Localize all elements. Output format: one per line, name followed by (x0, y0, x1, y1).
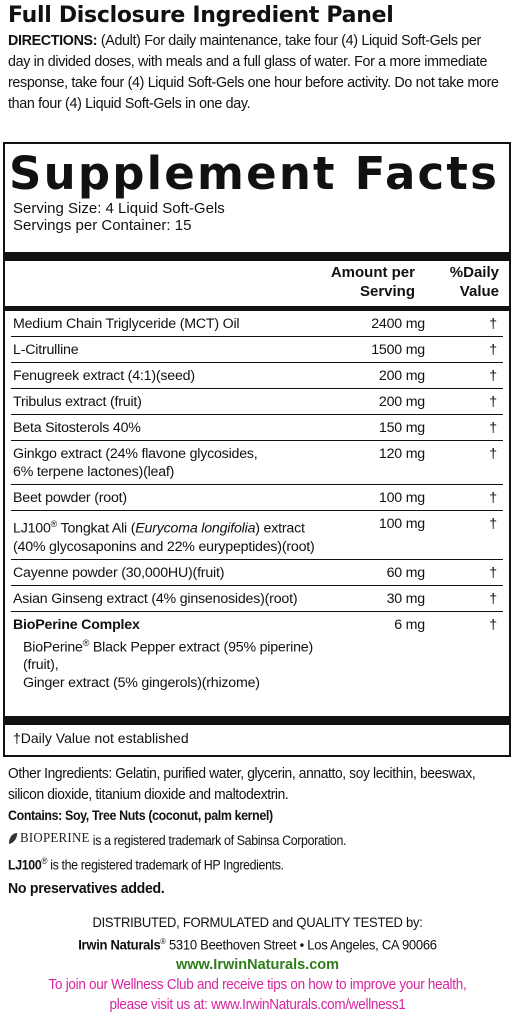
directions (8, 30, 506, 114)
distributed-by: DISTRIBUTED, FORMULATED and QUALITY TESTED by: (92, 914, 423, 930)
website-link[interactable]: www.IrwinNaturals.com (175, 956, 340, 973)
other-info: Other Ingredients: Gelatin, purified water, glycerin, annatto, soy lecithin, beeswax, silicon dioxide, titanium dioxide and maltodextrin. Contains: Soy, Tree Nuts (coconut, palm kernel) BIOPERINE is a registered trademark of Sabinsa Corporation. LJ100® is the registered trademark of HP Ingredients. No preservatives added. (8, 763, 508, 900)
daily-value-header: %Daily Value (449, 264, 499, 300)
supplement-facts-box (3, 142, 511, 757)
table-row: Asian Ginseng extract (4% ginsenosides)(root) 30 mg † (11, 586, 503, 612)
directions-label: DIRECTIONS: (8, 32, 98, 49)
table-row: Fenugreek extract (4:1)(seed) 200 mg † (11, 363, 503, 389)
other-ingredients: Other Ingredients: Gelatin, purified water, glycerin, annatto, soy lecithin, beeswax, silicon dioxide, titanium dioxide and maltodextrin. (8, 765, 476, 803)
directions-text: (Adult) For daily maintenance, take four (4) Liquid Soft-Gels per day in divided doses, with meals and a full glass of water. For a more immediate response, take four (4) Liquid Soft-Gels one hour before activity. Do not take more than four (4) Liquid Soft-Gels in one day. (8, 32, 499, 112)
wellness-promo-line1: To join our Wellness Club and receive tips on how to improve your health, (48, 976, 467, 993)
table-row: Tribulus extract (fruit) 200 mg † (11, 389, 503, 415)
bioperine-logo: BIOPERINE (8, 829, 90, 848)
allergen-contains: Contains: Soy, Tree Nuts (coconut, palm kernel) (8, 808, 273, 823)
amount-header: Amount per Serving (330, 264, 415, 300)
bioperine-trademark-note: is a registered trademark of Sabinsa Corporation. (92, 833, 347, 848)
pepper-leaf-icon (8, 832, 18, 845)
table-row: L-Citrulline 1500 mg † (11, 337, 503, 363)
column-header (5, 262, 509, 304)
no-preservatives: No preservatives added. (8, 879, 165, 897)
table-row: Medium Chain Triglyceride (MCT) Oil 2400 mg † (11, 311, 503, 337)
footer (0, 912, 515, 1015)
table-row: Beta Sitosterols 40% 150 mg † (11, 415, 503, 441)
lj100-trademark-note: is the registered trademark of HP Ingredients. (50, 857, 284, 873)
servings-per-container: Servings per Container: 15 (13, 217, 192, 234)
wellness-promo-line2[interactable]: please visit us at: www.IrwinNaturals.com/wellness1 (109, 996, 406, 1013)
daily-value-note: †Daily Value not established (13, 730, 189, 746)
ingredient-panel-header (8, 2, 508, 114)
table-row: BioPerine Complex BioPerine® Black Pepper extract (95% piperine)(fruit), Ginger extract (5% gingerols)(rhizome) 6 mg † (13, 616, 497, 692)
bottom-divider (5, 716, 509, 725)
ingredient-rows (5, 311, 509, 695)
table-row: Ginkgo extract (24% flavone glycosides, 6% terpene lactones)(leaf) 120 mg † (11, 441, 503, 485)
serving-size: Serving Size: 4 Liquid Soft-Gels (13, 200, 225, 217)
table-row: LJ100® Tongkat Ali (Eurycoma longifolia) extract (40% glycosaponins and 22% eurypeptides)(root) 100 mg † (11, 511, 503, 560)
table-row: Beet powder (root) 100 mg † (11, 485, 503, 511)
table-row: Cayenne powder (30,000HU)(fruit) 60 mg † (11, 560, 503, 586)
thick-divider (5, 252, 509, 261)
facts-title: Supplement Facts (9, 147, 500, 200)
lj100-mark: LJ100 (8, 857, 42, 873)
panel-title: Full Disclosure Ingredient Panel (8, 3, 394, 28)
company-address: Irwin Naturals® 5310 Beethoven Street • Los Angeles, CA 90066 (78, 936, 437, 953)
